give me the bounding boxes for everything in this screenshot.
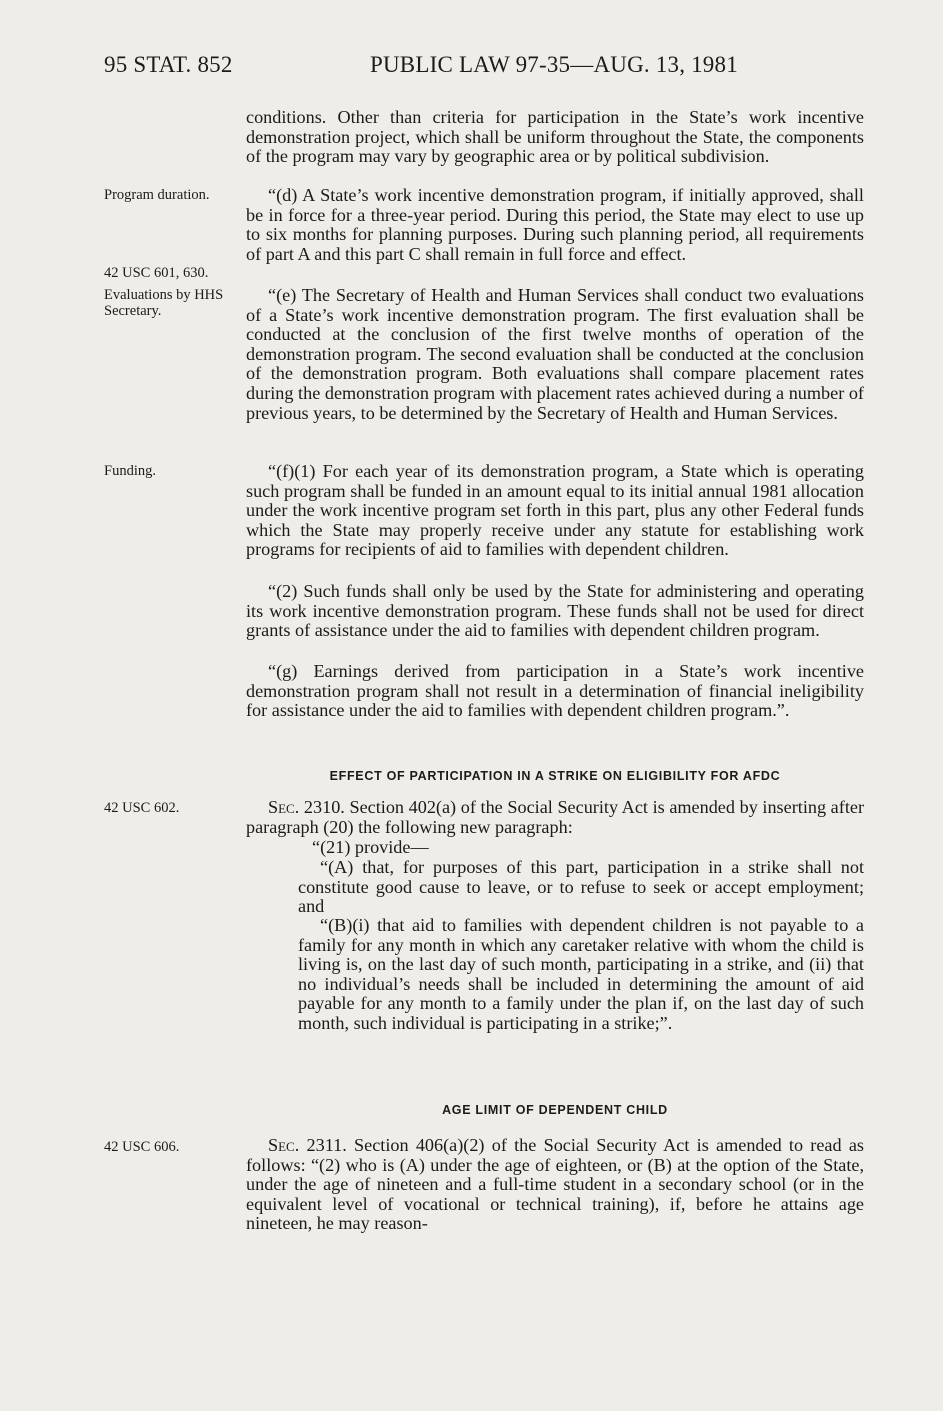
paragraph-item-21: “(21) provide— xyxy=(312,837,429,857)
margin-note-funding: Funding. xyxy=(104,463,156,479)
margin-note-usc-601-630: 42 USC 601, 630. xyxy=(104,265,209,281)
paragraph-e: “(e) The Secretary of Health and Human Services shall conduct two evaluations of a State’s work incentive demonstration program. The first evaluation shall be conducted at the conclusion of the first twelve months of operation of the demonstration program. The second evaluation shall be conducted at the conclusion of the demonstration program. Both evaluations shall compare placement rates during the demonstration program with placement rates achieved during a number of previous years, to be determined by the Secretary of Health and Human Services. xyxy=(246,285,864,423)
sec-label: Sec. xyxy=(268,1135,300,1155)
margin-note-usc-606: 42 USC 606. xyxy=(104,1139,180,1155)
paragraph-d: “(d) A State’s work incentive demonstration program, if initially approved, shall be in force for a three-year period. During this period, the State may elect to use up to six months for planning purposes. During such planning period, all requirements of part A and this part C shall remain in full force and effect. xyxy=(246,185,864,264)
heading-sec-2310: EFFECT OF PARTICIPATION IN A STRIKE ON ELIGIBILITY FOR AFDC xyxy=(329,769,781,783)
sec-2310-text: 2310. Section 402(a) of the Social Security Act is amended by inserting after paragraph (20) the following new paragraph: xyxy=(246,797,864,837)
page-number: 95 STAT. 852 xyxy=(104,52,233,77)
heading-sec-2311: AGE LIMIT OF DEPENDENT CHILD xyxy=(442,1103,668,1117)
margin-note-program-duration: Program duration. xyxy=(104,187,210,203)
sec-2311-text: 2311. Section 406(a)(2) of the Social Security Act is amended to read as follows: “(2) who is (A) under the age of eighteen, or (B) at the option of the State, under the age of nineteen and a full-time student in a secondary school (or in the equivalent level of vocational or technical training), if, before he attains age nineteen, he may reason- xyxy=(246,1135,864,1234)
margin-note-usc-602: 42 USC 602. xyxy=(104,800,180,816)
paragraph-f2: “(2) Such funds shall only be used by the State for administering and operating its work incentive demonstration program. These funds shall not be used for direct grants of assistance under the aid to families with dependent children program. xyxy=(246,581,864,641)
paragraph-sec-2311 xyxy=(246,1136,864,1234)
page-header xyxy=(104,52,864,82)
paragraph-f1: “(f)(1) For each year of its demonstration program, a State which is operating such program shall be funded in an amount equal to its initial annual 1981 allocation under the work incentive program set forth in this part, plus any other Federal funds which the State may properly receive under any statute for establishing work programs for recipients of aid to families with dependent children. xyxy=(246,461,864,560)
paragraph-g: “(g) Earnings derived from participation in a State’s work incentive demonstration program shall not result in a determination of financial ineligibility for assistance under the aid to families with dependent children program.”. xyxy=(246,661,864,721)
margin-note-evaluations-hhs: Evaluations by HHS Secretary. xyxy=(104,287,224,319)
paragraph-item-a: “(A) that, for purposes of this part, participation in a strike shall not constitute good cause to leave, or to refuse to seek or accept employment; and xyxy=(298,857,864,917)
paragraph-conditions: conditions. Other than criteria for participation in the State’s work incentive demonstration project, which shall be uniform throughout the State, the components of the program may vary by geographic area or by political subdivision. xyxy=(246,107,864,167)
sec-label: Sec. xyxy=(268,797,300,817)
law-title: PUBLIC LAW 97-35—AUG. 13, 1981 xyxy=(370,52,738,77)
paragraph-sec-2310 xyxy=(246,798,864,837)
paragraph-item-b: “(B)(i) that aid to families with dependent children is not payable to a family for any month in which any caretaker relative with whom the child is living is, on the last day of such month, participating in a strike, and (ii) that no individual’s needs shall be included in determining the amount of aid payable for any month to a family under the plan if, on the last day of such month, such individual is participating in a strike;”. xyxy=(298,915,864,1033)
